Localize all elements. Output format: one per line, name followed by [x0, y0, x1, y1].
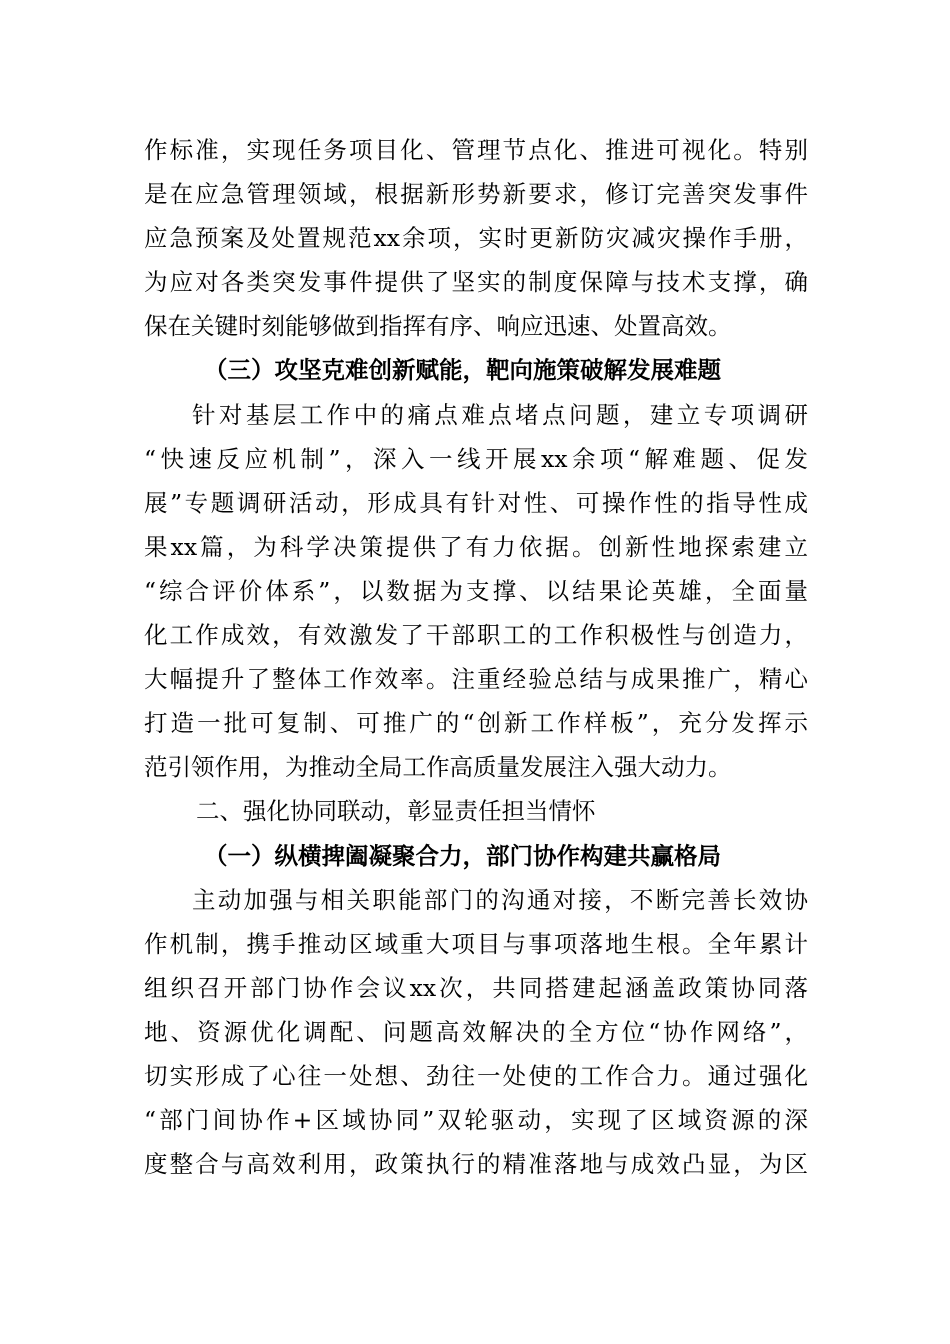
chapter-heading-2: 二、强化协同联动，彰显责任担当情怀	[196, 797, 596, 826]
paragraph-line: 应急预案及处置规范xx余项，实时更新防灾减灾操作手册，	[144, 224, 808, 253]
section-heading-3: （三）攻坚克难创新赋能，靶向施策破解发展难题	[204, 356, 721, 385]
paragraph-line: 化工作成效，有效激发了干部职工的工作积极性与创造力，	[144, 621, 808, 650]
paragraph-line: 果xx篇，为科学决策提供了有力依据。创新性地探索建立	[144, 532, 808, 561]
paragraph-line: 打造一批可复制、可推广的“创新工作样板”，充分发挥示	[144, 709, 808, 738]
paragraph-line: 度整合与高效利用，政策执行的精准落地与成效凸显，为区	[144, 1150, 808, 1179]
paragraph-line: 组织召开部门协作会议xx次，共同搭建起涵盖政策协同落	[144, 973, 808, 1002]
document-body	[144, 128, 808, 1186]
paragraph-line: 作标准，实现任务项目化、管理节点化、推进可视化。特别	[144, 136, 808, 164]
paragraph-2	[144, 393, 808, 790]
paragraph-line: 保在关键时刻能够做到指挥有序、响应迅速、处置高效。	[144, 312, 732, 341]
paragraph-1	[144, 128, 808, 348]
paragraph-line: “部门间协作+区域协同”双轮驱动，实现了区域资源的深	[144, 1106, 808, 1135]
paragraph-line: 主动加强与相关职能部门的沟通对接，不断完善长效协	[192, 885, 808, 914]
paragraph-line: 针对基层工作中的痛点难点堵点问题，建立专项调研	[192, 400, 808, 429]
paragraph-line: 范引领作用，为推动全局工作高质量发展注入强大动力。	[144, 753, 732, 782]
paragraph-line: 地、资源优化调配、问题高效解决的全方位“协作网络”，	[144, 1017, 808, 1046]
paragraph-line: 为应对各类突发事件提供了坚实的制度保障与技术支撑，确	[144, 268, 808, 297]
paragraph-line: “综合评价体系”，以数据为支撑、以结果论英雄，全面量	[144, 576, 808, 605]
paragraph-line: “快速反应机制”，深入一线开展xx余项“解难题、促发	[144, 444, 808, 473]
section-heading-1: （一）纵横捭阖凝聚合力，部门协作构建共赢格局	[204, 841, 721, 870]
paragraph-line: 作机制，携手推动区域重大项目与事项落地生根。全年累计	[144, 929, 808, 958]
paragraph-line: 是在应急管理领域，根据新形势新要求，修订完善突发事件	[144, 180, 808, 209]
paragraph-3	[144, 878, 808, 1187]
paragraph-line: 大幅提升了整体工作效率。注重经验总结与成果推广，精心	[144, 665, 808, 694]
paragraph-line: 切实形成了心往一处想、劲往一处使的工作合力。通过强化	[144, 1061, 808, 1090]
paragraph-line: 展”专题调研活动，形成具有针对性、可操作性的指导性成	[144, 488, 808, 517]
